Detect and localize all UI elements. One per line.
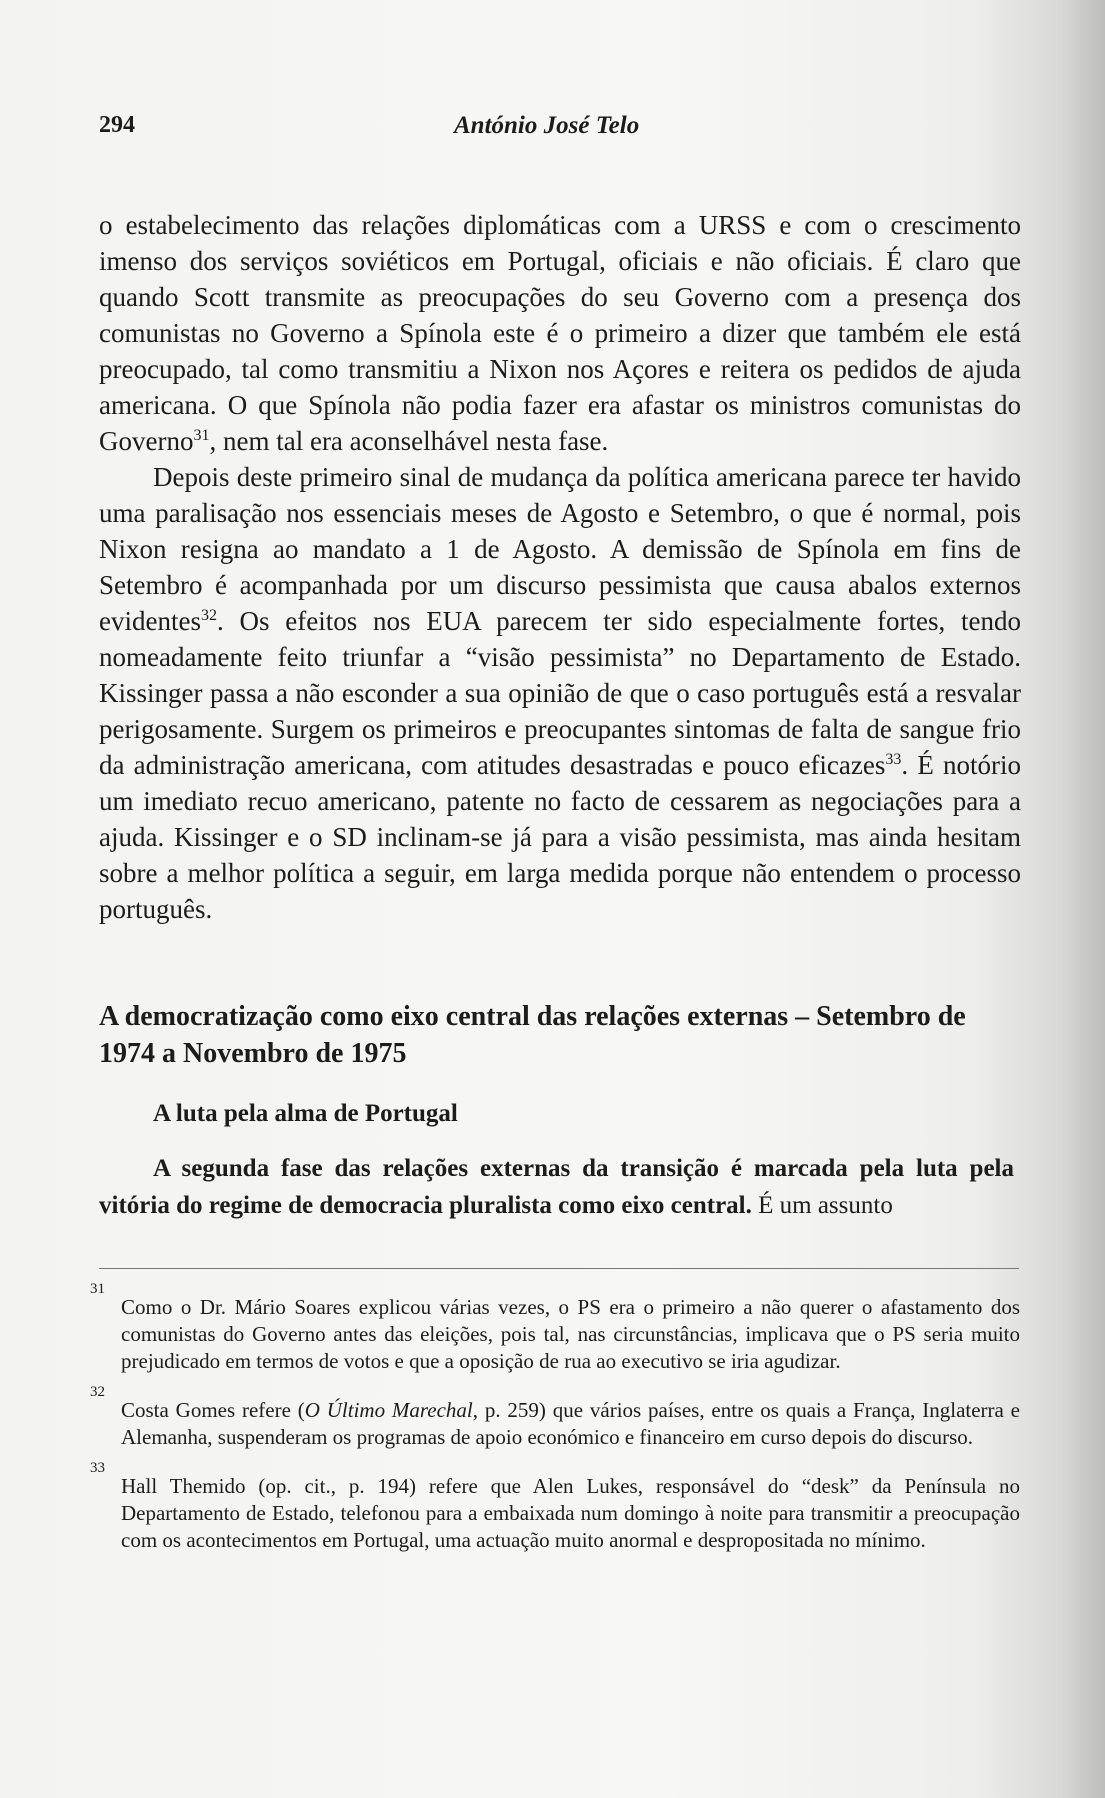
body-text [99,207,1021,927]
footnote-book-title: O Último Marechal [304,1398,473,1422]
footnote-divider [99,1268,1019,1269]
footnote-text-pre: Costa Gomes refere ( [121,1398,305,1422]
footnote-ref-32: 32 [200,607,217,624]
footnote-number: 33 [90,1460,105,1476]
footnote-ref-31: 31 [193,427,210,444]
paragraph-1 [99,207,1021,459]
section-heading: A democratização como eixo central das relações externas – Setembro de 1974 a Novembro de 1975 [99,1001,966,1069]
paragraph-2-middle: . Os efeitos nos EUA parecem ter sido especialmente fortes, tendo nomeadamente feito triunfar a “visão pessimista” no Departamento de Estado. Kissinger passa a não esconder a sua opinião de que o caso português está a resvalar perigosamente. Surgem os primeiros e preocupantes sintomas de falta de sangue frio da administração americana, com atitudes desastradas e pouco eficazes [99,606,1021,780]
paragraph-2-text: Depois deste primeiro sinal de mudança da política americana parece ter havido uma paralisação nos essenciais meses de Agosto e Setembro, o que é normal, pois Nixon resigna ao mandato a 1 de Agosto. A demissão de Spínola em fins de Setembro é acompanhada por um discurso pessimista que causa abalos externos evidentes [99,462,1021,636]
footnote-number: 32 [90,1384,105,1400]
paragraph-2 [99,459,1021,927]
section-paragraph [99,1150,1014,1224]
footnote-text: Hall Themido (op. cit., p. 194) refere que Alen Lukes, responsável do “desk” da Península no Departamento de Estado, telefonou para a embaixada num domingo à noite para transmitir a preocupação com os acontecimentos em Portugal, uma actuação muito anormal e despropositada no mínimo. [121,1474,1020,1552]
paragraph-1-text: o estabelecimento das relações diplomáticas com a URSS e com o crescimento imenso dos serviços soviéticos em Portugal, oficiais e não oficiais. É claro que quando Scott transmite as preocupações do seu Governo com a presença dos comunistas no Governo a Spínola este é o primeiro a dizer que também ele está preocupado, tal como transmitiu a Nixon nos Açores e reitera os pedidos de ajuda americana. O que Spínola não podia fazer era afastar os ministros comunistas do Governo [99,210,1021,456]
section-lead-bold: A segunda fase das relações externas da transição é marcada pela luta pela vitória do regime de democracia pluralista como eixo central. [99,1155,1014,1219]
footnote-number: 31 [90,1281,105,1297]
running-head-author: António José Telo [454,112,640,139]
footnote-31 [90,1276,1020,1375]
footnote-text [121,1379,1020,1451]
footnote-text-post: , p. 259) que vários países, entre os quais a França, Inglaterra e Alemanha, suspenderam os programas de apoio económico e financeiro em curso depois do discurso. [121,1398,1020,1449]
footnotes [90,1276,1020,1558]
paragraph-1-end: , nem tal era aconselhável nesta fase. [209,426,609,456]
footnote-text: Como o Dr. Mário Soares explicou várias vezes, o PS era o primeiro a não querer o afastamento dos comunistas do Governo antes das eleições, pois tal, nas circunstâncias, implicava que o PS seria muito prejudicado em termos de votos e que a oposição de rua ao executivo se iria agudizar. [121,1295,1020,1373]
page-number: 294 [99,112,135,138]
paragraph-2-end: . É notório um imediato recuo americano, patente no facto de cessarem as negociações para a ajuda. Kissinger e o SD inclinam-se já para a visão pessimista, mas ainda hesitam sobre a melhor política a seguir, em larga medida porque não entendem o processo português. [99,750,1021,924]
footnote-32 [90,1379,1020,1451]
footnote-33 [90,1455,1020,1554]
subsection-heading: A luta pela alma de Portugal [153,1100,458,1127]
page-header [99,112,979,148]
footnote-ref-33: 33 [885,751,902,768]
section-lead-rest: É um assunto [751,1192,893,1219]
